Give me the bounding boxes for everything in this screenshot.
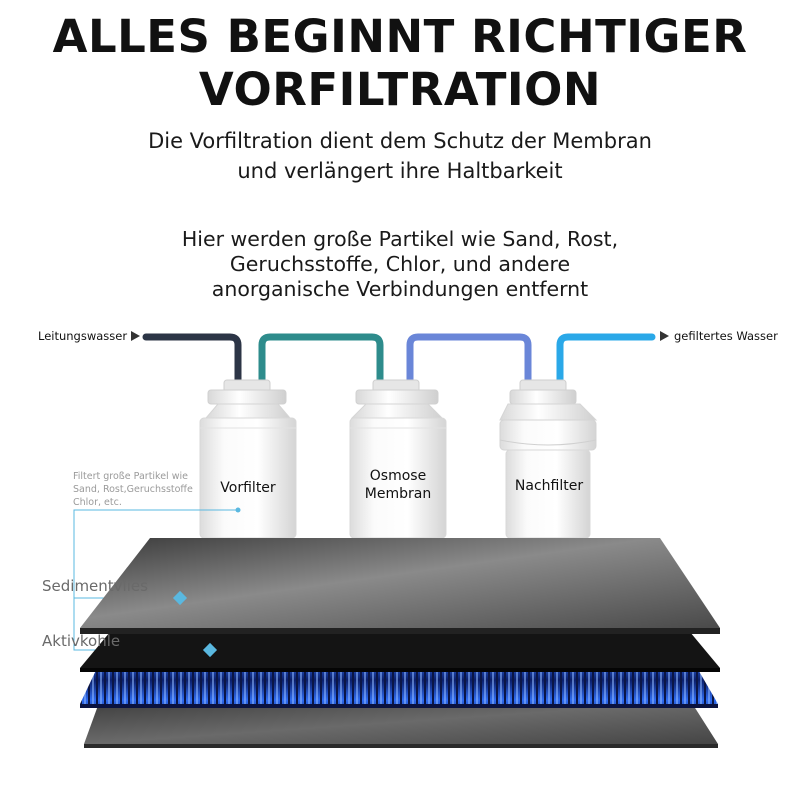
inlet-arrow-icon [131,331,140,341]
sediment-label: Sedimentvlies [42,577,148,595]
filter-cartridge-membrane [350,380,446,538]
prefilter-note-line-1: Filtert große Partikel wie [73,471,188,482]
filter-layers [80,538,720,748]
membrane-label [352,467,444,503]
membrane-label-line-2: Membran [364,486,432,502]
layer-activated-carbon [80,632,720,668]
headline-line-1: ALLES BEGINNT RICHTIGER [52,10,748,63]
filter-cartridge-prefilter [200,380,296,538]
prefilter-note-line-2: Sand, Rost,Geruchsstoffe [73,484,193,495]
subtitle-removal-line-2: Geruchsstoffe, Chlor, und andere [229,252,571,276]
subtitle-removal-line-1: Hier werden große Partikel wie Sand, Rost, [181,227,619,251]
membrane-label-line-1: Osmose [369,468,427,484]
inlet-label: Leitungswasser [38,329,128,343]
layer-sediment-fleece [80,538,720,628]
subtitle-protection-line-2: und verlängert ihre Haltbarkeit [237,159,563,183]
prefilter-note [73,470,213,509]
outlet-label: gefiltertes Wasser [674,329,778,343]
water-pipes [131,331,669,382]
subtitle-removal-line-3: anorganische Verbindungen entfernt [211,277,589,301]
headline-line-2: VORFILTRATION [198,63,602,116]
subtitle-protection-line-1: Die Vorfiltration dient dem Schutz der Membran [148,129,652,153]
pipe-inlet [146,337,238,382]
pipe-outlet [560,337,652,382]
prefilter-note-line-3: Chlor, etc. [73,497,122,508]
prefilter-label: Vorfilter [220,480,276,496]
postfilter-label: Nachfilter [514,478,584,494]
carbon-label: Aktivkohle [42,632,121,650]
pipe-membrane-to-postfilter [410,337,528,382]
pipe-prefilter-to-membrane [262,337,380,382]
filter-cartridge-postfilter [500,380,596,538]
outlet-arrow-icon [660,331,669,341]
